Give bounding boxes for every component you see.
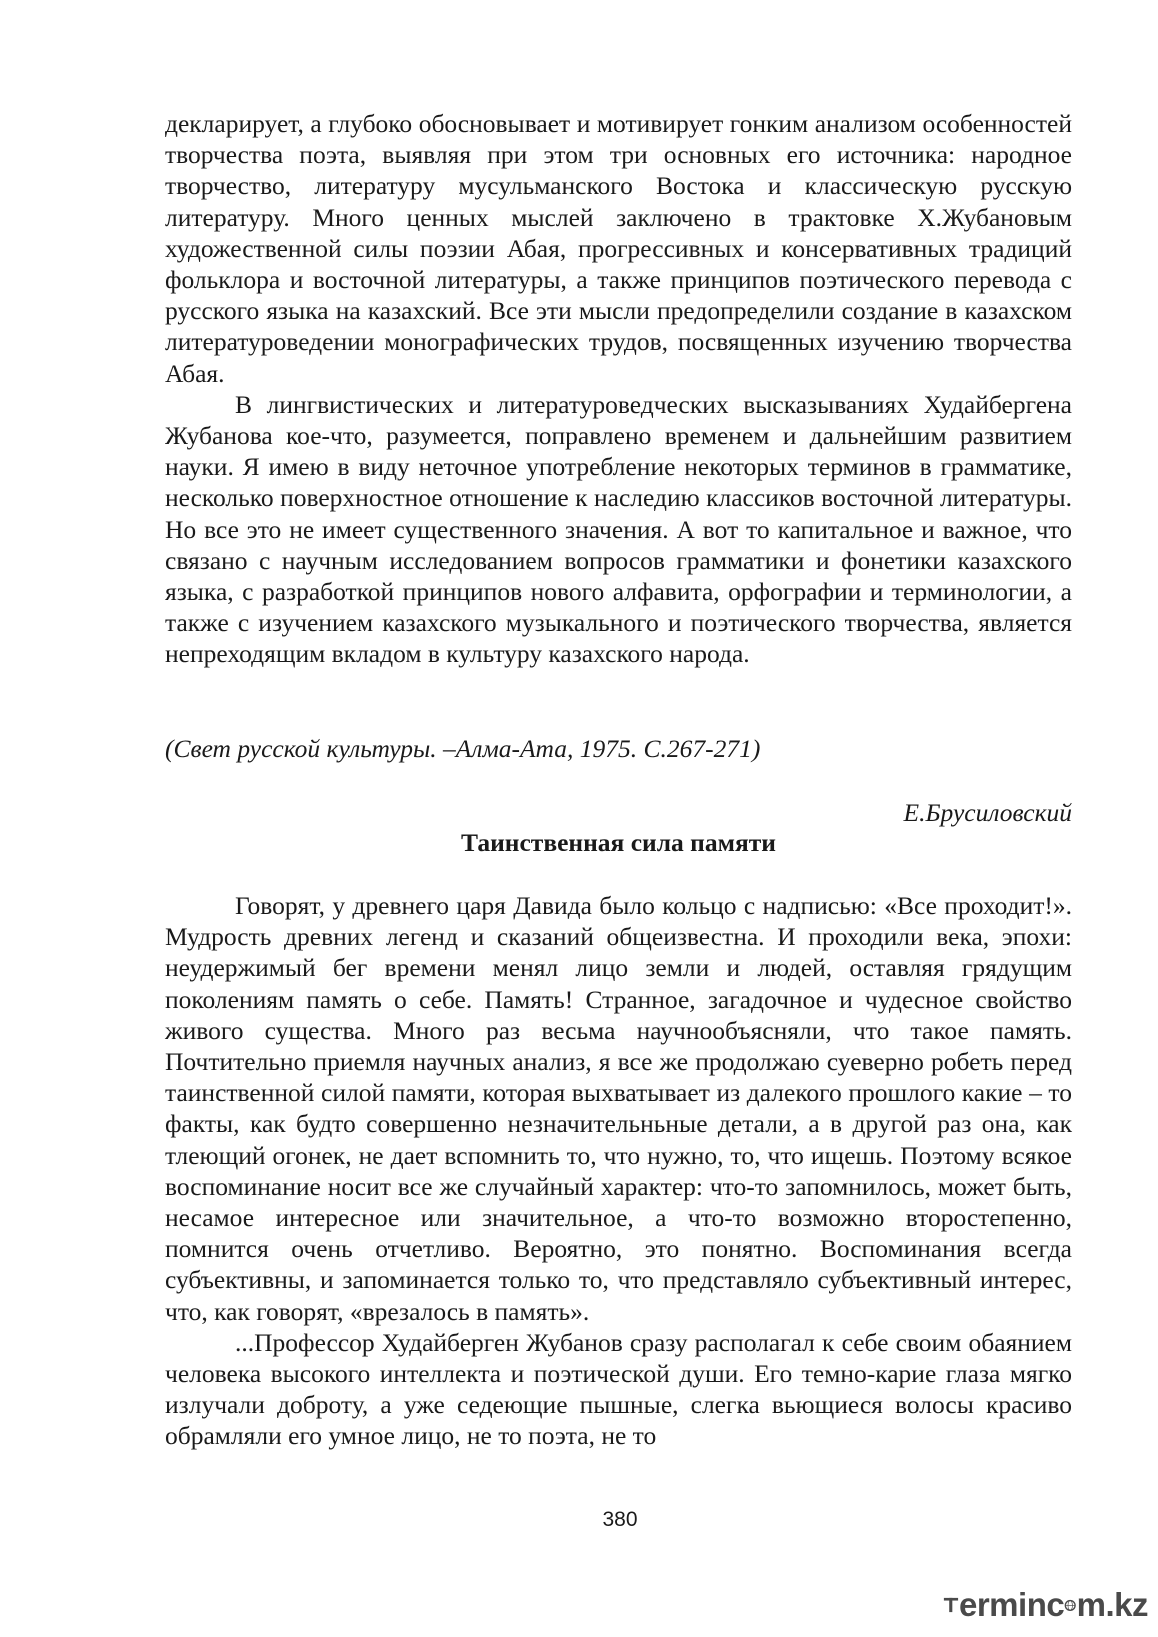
paragraph: Говорят, у древнего царя Давида было кольцо с надписью: «Все проходит!». Мудрость древних легенд и сказаний общеизвестна. И проходили века, эпохи: неудержимый бег времени менял лицо земли и людей, оставляя грядущим поколениям память о себе. Память! Странное, загадочное и чудесное свойство живого существа. Много раз весьма научнообъясняли, что такое память. Почтительно приемля научных анализ, я все же продолжаю суеверно робеть перед таинственной силой памяти, которая выхватывает из далекого прошлого какие – то факты, как будто совершенно незначительньные детали, а в другой раз она, как тлеющий огонек, не дает вспомнить то, что нужно, то, что ищешь. Поэтому всякое воспоминание носит все же случайный характер: что-то запомнилось, может быть, несамое интересное или значительное, а что-то возможно второстепенно, помнится очень отчетливо. Вероятно, это понятно. Воспоминания всегда субъективны, и запоминается только то, что представляло субъективный интерес, что, как говорят, «врезалось в память». <box>165 891 1072 1326</box>
watermark-text-middle: erminc <box>958 1586 1065 1623</box>
paragraph: декларирует, а глубоко обосновывает и мотивирует гонким анализом особенностей творчества поэта, выявляя при этом три основных его источника: народное творчество, литературу мусульманского Востока и классическую русскую литературу. Много ценных мыслей заключено в трактовке Х.Жубановым художественной силы поэзии Абая, прогрессивных и консервативных традиций фольклора и восточной литературы, а также принципов поэтического перевода с русского языка на казахский. Все эти мысли предопределили создание в казахском литературоведении монографических трудов, посвященных изучению творчества Абая. <box>165 109 1072 388</box>
watermark-text-end: m.kz <box>1076 1586 1148 1623</box>
globe-o-icon <box>1064 1590 1076 1620</box>
citation: (Свет русской культуры. –Алма-Ата, 1975. С.267-271) <box>165 734 761 763</box>
paragraph: В лингвистических и литературоведческих высказываниях Худайбергена Жубанова кое-что, разумеется, поправлено временем и дальнейшим развитием науки. Я имею в виду неточное употребление некоторых терминов в грамматике, несколько поверхностное отношение к наследию классиков восточной литературы. Но все это не имеет существенного значения. А вот то капитальное и важное, что связано с научным исследованием вопросов грамматики и фонетики казахского языка, с разработкой принципов нового алфавита, орфографии и терминологии, а также с изучением казахского музыкального и поэтического творчества, является непреходящим вкладом в культуру казахского народа. <box>165 389 1072 669</box>
author-name: Е.Брусиловский <box>903 798 1072 827</box>
t-letter-icon <box>943 1585 959 1625</box>
termincom-watermark-logo <box>943 1582 1148 1628</box>
article-title: Таинственная сила памяти <box>460 828 776 857</box>
page-number: 380 <box>602 1508 638 1531</box>
paragraph: ...Профессор Худайберген Жубанов сразу располагал к себе своим обаянием человека высокого интеллекта и поэтической души. Его темно-карие глаза мягко излучали доброту, а уже седеющие пышные, слегка вьющиеся волосы красиво обрамляли его умное лицо, не то поэта, не то <box>165 1327 1072 1451</box>
text-block-top <box>165 108 1072 670</box>
text-block-bottom <box>165 890 1072 1452</box>
